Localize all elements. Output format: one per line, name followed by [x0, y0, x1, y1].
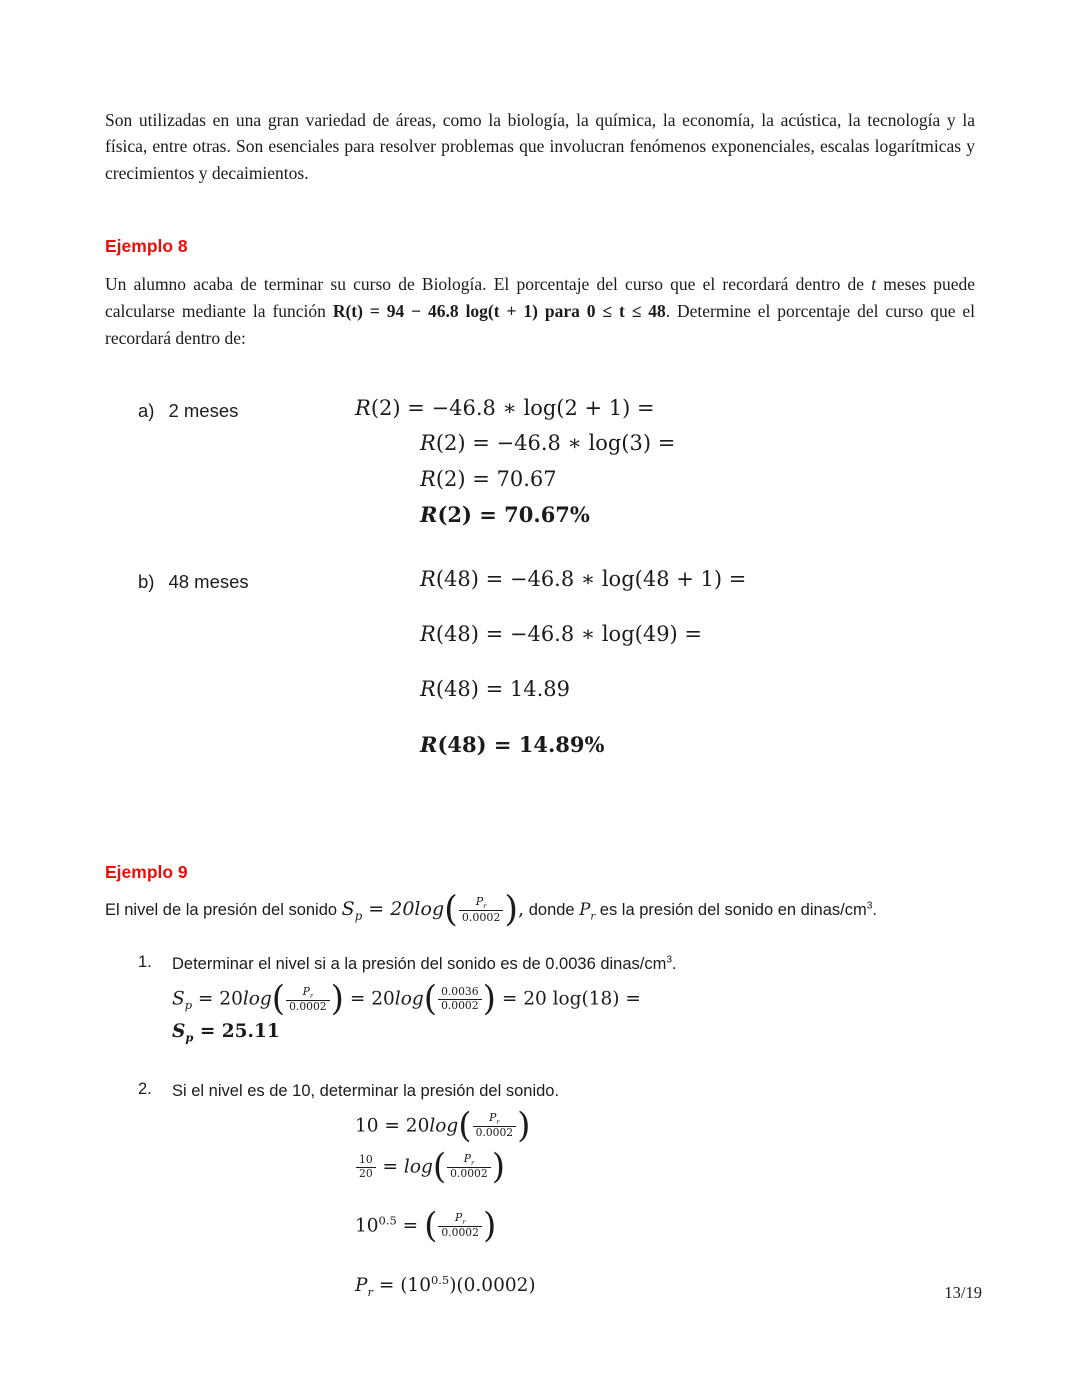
close-paren: ): [504, 888, 519, 930]
var-P: P: [489, 1111, 497, 1125]
math-token: =: [376, 1156, 404, 1178]
fraction-denominator: 20: [359, 1166, 373, 1180]
open-paren: (: [271, 979, 286, 1020]
math-token: (48) = 14.89%: [437, 732, 605, 758]
close-paren: ): [482, 1205, 497, 1246]
var-R: R: [420, 466, 436, 491]
close-paren: ): [517, 1105, 531, 1146]
math-token: = 20 log(18) =: [495, 988, 641, 1010]
fraction-numerator: 10: [356, 1154, 376, 1168]
fraction-numerator: [438, 1212, 482, 1227]
fraction-denominator: 0.0002: [450, 1167, 488, 1181]
sub-p: p: [354, 908, 363, 923]
fraction-numerator: [459, 895, 504, 911]
step-a-2: [420, 431, 675, 456]
pr-fraction: [286, 986, 330, 1014]
question-1-text: [172, 953, 975, 977]
math-token: 10: [355, 1215, 379, 1237]
q2-equation-2: [355, 1146, 975, 1187]
item-a-letter: a): [138, 400, 155, 422]
open-paren: (: [444, 888, 458, 930]
fraction-denominator: 0.0002: [475, 1126, 514, 1140]
item-b-text: 48 meses: [168, 570, 249, 592]
close-paren: ): [330, 979, 344, 1020]
pr-fraction: [473, 1112, 517, 1140]
var-Pr: [579, 899, 596, 922]
pr-fraction: [438, 1212, 482, 1240]
var-R: R: [420, 566, 436, 591]
cubed-sup: 3: [866, 900, 873, 912]
math-token: = 20: [362, 897, 415, 920]
math-token: = 20: [343, 988, 395, 1010]
math-token: 10 = 20: [355, 1115, 430, 1137]
exp-sup: 0.5: [430, 1272, 450, 1287]
fraction-denominator: 0.0002: [441, 999, 479, 1013]
sub-r: r: [462, 1218, 466, 1227]
fraction-numerator: [447, 1153, 491, 1168]
step-b-1: [420, 567, 746, 592]
var-P: P: [579, 899, 591, 919]
solution-a-steps: [355, 396, 675, 537]
page-number: 13/19: [944, 1283, 982, 1302]
sound-pressure-formula: [341, 888, 525, 930]
var-P: P: [475, 894, 484, 908]
var-R: R: [420, 732, 438, 758]
var-R: R: [355, 396, 371, 421]
var-R: R: [420, 501, 438, 527]
q1-equation: [172, 979, 975, 1020]
sub-r: r: [496, 1118, 500, 1127]
step-b-3: [420, 677, 746, 702]
sub-p: p: [185, 1030, 194, 1045]
sub-p: p: [184, 998, 193, 1013]
math-token: (48) = −46.8 ∗ log(49) =: [435, 622, 703, 647]
fraction-denominator: 0.0002: [461, 911, 501, 925]
question-2-body: [172, 1080, 975, 1306]
fraction-numerator: 0.0036: [438, 986, 482, 1000]
open-paren: (: [424, 1205, 438, 1246]
solution-b: [105, 567, 975, 788]
sub-r: r: [367, 1284, 373, 1299]
intro-text-2: donde: [524, 900, 580, 919]
comma: ,: [518, 897, 525, 920]
pr-fraction: [447, 1153, 491, 1181]
result-a: [420, 502, 675, 527]
open-paren: (: [423, 979, 438, 1020]
period: .: [672, 955, 677, 974]
ten-twenty-fraction: [356, 1154, 376, 1181]
item-b-label: [138, 567, 420, 593]
math-token: (2) = 70.67%: [437, 501, 590, 527]
solution-b-steps: [420, 567, 746, 788]
question-2-text: Si el nivel es de 10, determinar la presión del sonido.: [172, 1081, 560, 1100]
fraction-numerator: [286, 986, 330, 1001]
math-token: = 20: [192, 988, 243, 1010]
log-fn: log: [403, 1156, 433, 1178]
result-b: [420, 732, 746, 757]
step-a-1: [355, 396, 675, 421]
log-fn: log: [242, 988, 272, 1010]
log-fn: log: [414, 897, 445, 920]
sub-r: r: [470, 1159, 475, 1168]
function-formula: R(t) = 94 − 46.8 log(t + 1) para 0 ≤ t ≤ 48: [332, 300, 666, 321]
exp-sup: 0.5: [378, 1213, 397, 1228]
fraction-denominator: 0.0002: [441, 1226, 479, 1240]
ejemplo-8-paragraph: [105, 271, 975, 352]
item-a-text: 2 meses: [168, 400, 239, 422]
var-R: R: [420, 431, 436, 456]
intro-paragraph: Son utilizadas en una gran variedad de áreas, como la biología, la química, la economía, la acústica, la tecnología y la física, entre otras. Son esenciales para resolver problemas que involucran fenómenos exponenciales, escalas logarítmicas y crecimientos y decaimientos.: [105, 110, 975, 183]
ejemplo-9-intro: [105, 888, 975, 930]
question-1: [105, 953, 975, 1052]
math-token: (48) = 14.89: [435, 677, 570, 702]
ejemplo-9-section: [105, 862, 975, 1306]
math-token: (2) = −46.8 ∗ log(2 + 1) =: [370, 396, 655, 421]
var-P: P: [302, 984, 310, 998]
sub-r: r: [483, 902, 487, 911]
fraction-denominator: 0.0002: [289, 999, 327, 1013]
math-token: (2) = −46.8 ∗ log(3) =: [435, 431, 676, 456]
question-2: [105, 1080, 975, 1306]
q2-equation-4: [355, 1273, 975, 1300]
math-token: (48) = −46.8 ∗ log(48 + 1) =: [435, 566, 747, 591]
para-text-2: meses puede calcularse mediante la función: [105, 273, 975, 321]
var-S: S: [172, 1021, 186, 1043]
var-t: t: [871, 273, 877, 294]
para-text-1: Un alumno acaba de terminar su curso de Biología. El porcentaje del curso que el recordará dentro de: [105, 273, 872, 294]
math-token: )(0.0002): [449, 1275, 536, 1296]
item-a-label: [138, 396, 355, 422]
pr-fraction: [459, 895, 504, 925]
question-1-body: [172, 953, 975, 1052]
num-fraction: [438, 986, 482, 1013]
open-paren: (: [432, 1146, 447, 1187]
math-token: = (10: [372, 1275, 431, 1296]
sub-r: r: [590, 910, 596, 922]
intro-text-1: El nivel de la presión del sonido: [105, 900, 342, 919]
var-R: R: [420, 677, 436, 702]
var-R: R: [420, 622, 436, 647]
sub-r: r: [309, 991, 314, 1000]
close-paren: ): [491, 1146, 506, 1187]
var-P: P: [463, 1152, 471, 1166]
q2-equation-1: [355, 1105, 975, 1146]
ejemplo-8-heading: Ejemplo 8: [105, 235, 188, 256]
item-b-letter: b): [138, 570, 155, 592]
para-text-3: . Determine el porcentaje del curso que el recordará dentro de:: [105, 300, 976, 348]
question-2-number: 2.: [138, 1079, 152, 1098]
step-a-3: [420, 467, 675, 492]
q2-equation-3: [355, 1205, 975, 1246]
open-paren: (: [458, 1105, 472, 1146]
cubed-sup: 3: [666, 954, 673, 966]
q1-result: [172, 1020, 975, 1046]
q1-text: Determinar el nivel si a la presión del sonido es de 0.0036 dinas/cm: [172, 955, 667, 974]
step-b-2: [420, 622, 746, 647]
log-fn: log: [429, 1115, 459, 1137]
math-token: (2) = 70.67: [435, 466, 557, 491]
close-paren: ): [482, 979, 496, 1020]
var-P: P: [355, 1275, 368, 1296]
intro-text-3: es la presión del sonido en dinas/cm: [595, 900, 867, 919]
var-S: S: [341, 897, 355, 920]
math-token: = 25.11: [193, 1021, 280, 1043]
question-1-number: 1.: [138, 953, 152, 972]
period: .: [872, 900, 877, 919]
solution-a: [105, 396, 975, 537]
var-S: S: [172, 988, 185, 1010]
math-token: =: [396, 1215, 425, 1237]
fraction-numerator: [473, 1112, 517, 1127]
var-P: P: [454, 1211, 463, 1225]
ejemplo-9-heading: Ejemplo 9: [105, 861, 188, 882]
log-fn: log: [394, 988, 424, 1010]
ejemplo-8-section: [105, 236, 975, 788]
